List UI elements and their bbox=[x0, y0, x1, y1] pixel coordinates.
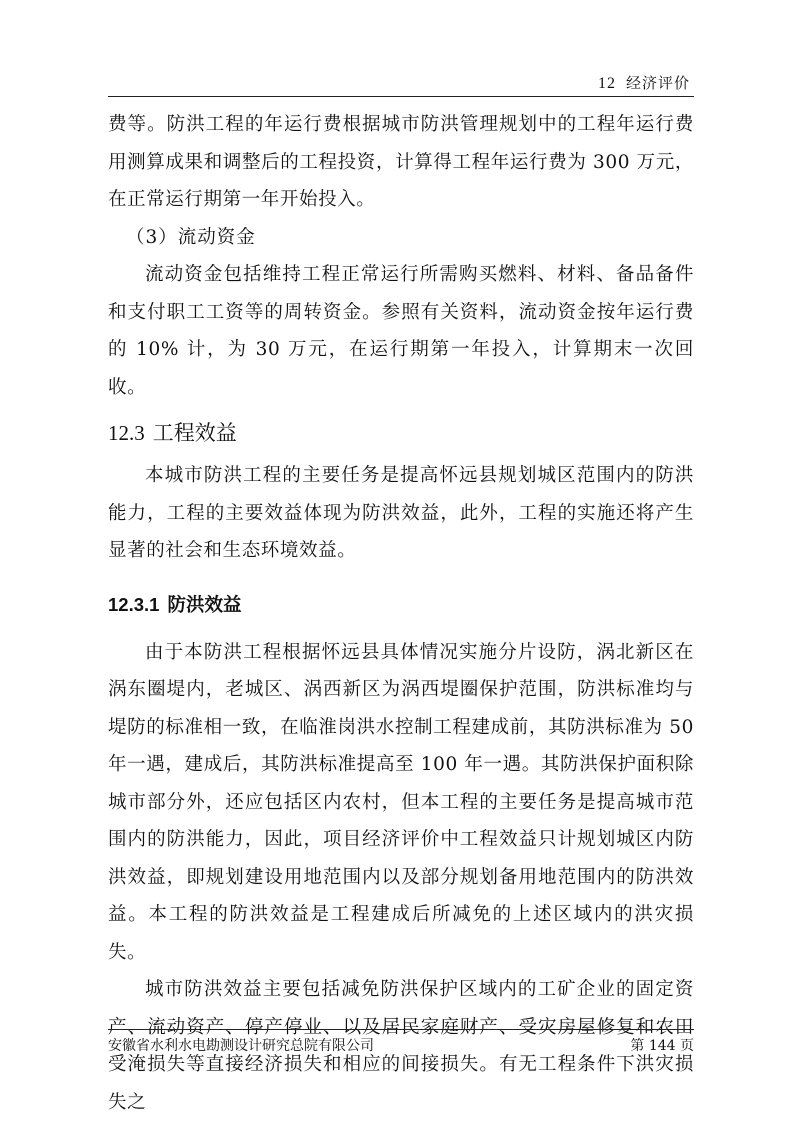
subheading-working-capital: （3）流动资金 bbox=[126, 226, 256, 248]
paragraph-working-capital: 流动资金包括维持工程正常运行所需购买燃料、材料、备品备件和支付职工工资等的周转资金。参照有关资料，流动资金按年运行费的 10% 计，为 30 万元，在运行期第一年投入，计算期末一次回收。 bbox=[108, 264, 694, 398]
section-number: 12.3 bbox=[108, 421, 145, 445]
page-header bbox=[108, 70, 694, 97]
page-number: 第 144 页 bbox=[630, 1038, 694, 1054]
footer-organization: 安徽省水利水电勘测设计研究总院有限公司 bbox=[108, 1038, 374, 1054]
chapter-number: 12 bbox=[597, 75, 616, 92]
page-content bbox=[108, 106, 694, 1121]
paragraph-continued: 费等。防洪工程的年运行费根据城市防洪管理规划中的工程年运行费用测算成果和调整后的工程投资，计算得工程年运行费为 300 万元，在正常运行期第一年开始投入。 bbox=[108, 114, 694, 210]
paragraph-project-benefits: 本城市防洪工程的主要任务是提高怀远县规划城区范围内的防洪能力，工程的主要效益体现为防洪效益，此外，工程的实施还将产生显著的社会和生态环境效益。 bbox=[108, 465, 694, 561]
running-header bbox=[598, 72, 690, 93]
section-heading-12-3-1 bbox=[108, 591, 694, 620]
chapter-title: 经济评价 bbox=[625, 74, 690, 92]
subsection-number: 12.3.1 bbox=[108, 593, 160, 615]
section-heading-12-3 bbox=[108, 419, 694, 447]
page-footer bbox=[108, 1029, 694, 1054]
paragraph-flood-benefits: 由于本防洪工程根据怀远县具体情况实施分片设防，涡北新区在涡东圈堤内，老城区、涡西新区为涡西堤圈保护范围，防洪标准均与堤防的标准相一致，在临淮岗洪水控制工程建成前，其防洪标准为 50 年一遇，建成后，其防洪标准提高至 100 年一遇。其防洪保护面积除城市部分外，还应包括区内农村，但本工程的主要任务是提高城市范围内的防洪能力，因此，项目经济评价中工程效益只计规划城区内防洪效益，即规划建设用地范围内以及部分规划备用地范围内的防洪效益。本工程的防洪效益是工程建成后所减免的上述区域内的洪灾损失。 bbox=[108, 641, 694, 963]
subsection-title: 防洪效益 bbox=[167, 594, 242, 616]
paragraph-flood-benefits-continued: 城市防洪效益主要包括减免防洪保护区域内的工矿企业的固定资产、流动资产、停产停业、以及居民家庭财产、受灾房屋修复和农田受淹损失等直接经济损失和相应的间接损失。有无工程条件下洪灾损失之 bbox=[108, 979, 694, 1113]
section-title: 工程效益 bbox=[152, 421, 237, 445]
